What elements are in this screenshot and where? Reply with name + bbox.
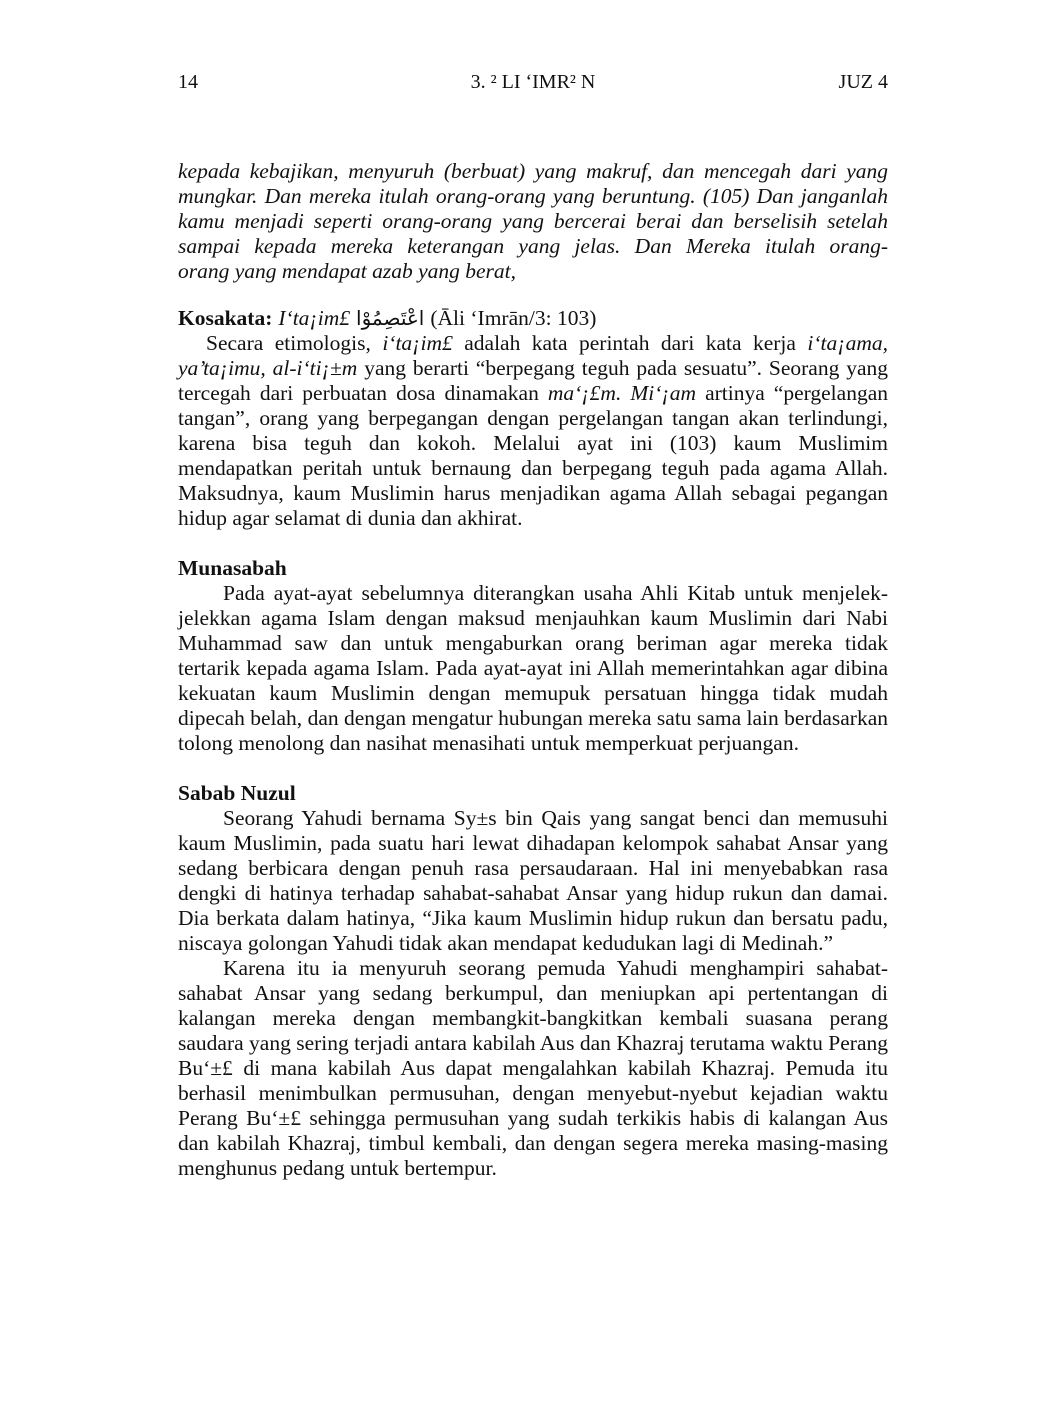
surah-title: 3. ² LI ‘IMR² N [470,71,596,93]
intro-line: sampai kepada mereka keterangan yang jelas. Dan Mereka itulah orang- [178,234,888,258]
intro-line: orang yang mendapat azab yang berat, [178,259,516,283]
munasabah-paragraph: Pada ayat-ayat sebelumnya diterangkan usaha Ahli Kitab untuk menjelek-jelekkan agama Islam dengan maksud menjauhkan kaum Muslimin dari Nabi Muhammad saw dan untuk mengaburkan orang beriman agar mereka tidak tertarik kepada agama Islam. Pada ayat-ayat ini Allah memerintahkan agar dibina kekuatan kaum Muslimin dengan memupuk persatuan hingga tidak mudah dipecah belah, dan dengan mengatur hubungan mereka satu sama lain berdasarkan tolong menolong dan nasihat menasihati untuk memperkuat perjuangan. [178,581,888,755]
kosakata-text: adalah kata perintah dari kata kerja [464,331,796,355]
kosakata-text: yang berarti “berpegang teguh pada sesuatu”. Seorang yang tercegah dari perbuatan dosa dinamakan [178,356,888,405]
kosakata-text: artinya “pergelangan tangan”, orang yang berpegangan dengan pergelangan tangan akan terlindungi, karena bisa teguh dan kokoh. Melalui ayat ini (103) kaum Muslimim mendapatkan peritah untuk bernaung dan berpegang teguh pada agama Allah. Maksudnya, kaum Muslimin harus menjadikan agama Allah sebagai pegangan hidup agar selamat di dunia dan akhirat. [178,381,888,530]
kosakata-reference: (Āli ‘Imrān/3: 103) [430,306,597,330]
kosakata-arabic: اعْتَصِمُوْا [356,306,425,330]
kosakata-term: I‘ta¡im£ [278,306,351,330]
juz-label: JUZ 4 [838,71,888,93]
document-page [178,70,888,1181]
page-header [178,70,888,94]
kosakata-derived-terms: ma‘¡£m. Mi‘¡am [547,381,697,405]
munasabah-heading: Munasabah [178,556,287,580]
page-number: 14 [178,71,198,93]
kosakata-paragraph [178,331,888,531]
intro-line: mungkar. Dan mereka itulah orang-orang yang beruntung. (105) Dan janganlah [178,184,888,208]
kosakata-term-inline: i‘ta¡im£ [382,331,453,355]
intro-line: kepada kebajikan, menyuruh (berbuat) yang makruf, dan mencegah dari yang [178,159,888,183]
translation-excerpt [178,159,888,284]
kosakata-label: Kosakata: [178,306,273,330]
kosakata-verb-forms: i‘ta¡ama, ya’ta¡imu, al-i‘ti¡±m [178,331,889,380]
sabab-nuzul-paragraph: Karena itu ia menyuruh seorang pemuda Yahudi menghampiri sahabat-sahabat Ansar yang sedang berkumpul, dan meniupkan api pertentangan di kalangan mereka dengan membangkit-bangkitkan kembali suasana perang saudara yang sering terjadi antara kabilah Aus dan Khazraj terutama waktu Perang Bu‘±£ di mana kabilah Aus dapat mengalahkan kabilah Khazraj. Pemuda itu berhasil menimbulkan permusuhan, dengan menyebut-nyebut kejadian waktu Perang Bu‘±£ sehingga permusuhan yang sudah terkikis habis di kalangan Aus dan kabilah Khazraj, timbul kembali, dan dengan segera mereka masing-masing menghunus pedang untuk bertempur. [178,956,888,1180]
kosakata-heading [178,306,888,331]
kosakata-text: Secara etimologis, [206,331,371,355]
sabab-nuzul-paragraph: Seorang Yahudi bernama Sy±s bin Qais yang sangat benci dan memusuhi kaum Muslimin, pada suatu hari lewat dihadapan kelompok sahabat Ansar yang sedang berbicara dengan penuh rasa persaudaraan. Hal ini menyebabkan rasa dengki di hatinya terhadap sahabat-sahabat Ansar yang hidup rukun dan damai. Dia berkata dalam hatinya, “Jika kaum Muslimin hidup rukun dan bersatu padu, niscaya golongan Yahudi tidak akan mendapat kedudukan lagi di Medinah.” [178,806,888,955]
intro-line: kamu menjadi seperti orang-orang yang bercerai berai dan berselisih setelah [178,209,888,233]
sabab-nuzul-heading: Sabab Nuzul [178,781,296,805]
